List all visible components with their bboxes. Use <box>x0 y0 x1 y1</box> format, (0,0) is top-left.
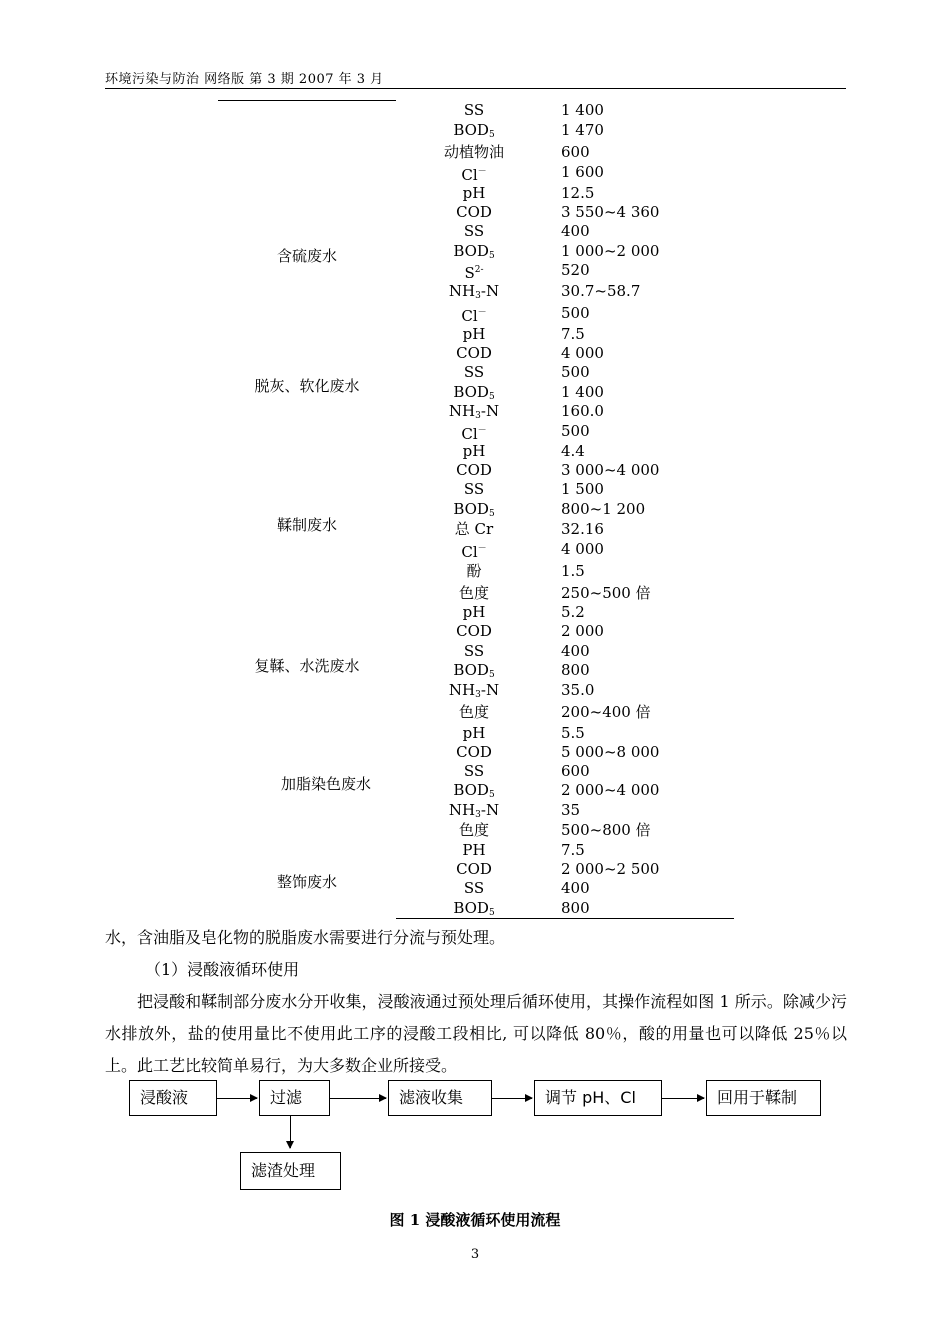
param-cell: COD <box>456 344 492 362</box>
param-cell: $NH_3-N$ <box>448 681 500 700</box>
flow-arrow <box>217 1098 257 1099</box>
page-number: 3 <box>470 1247 480 1262</box>
value-cell: 1 500 <box>561 480 604 498</box>
value-cell: 600 <box>561 143 590 161</box>
param-cell: COD <box>456 622 492 640</box>
param-cell: Cl－ <box>461 425 487 443</box>
category-tanning: 鞣制废水 <box>276 516 337 534</box>
param-cell: $BOD_5$ <box>453 500 495 519</box>
flow-box-reuse-tanning: 回用于鞣制 <box>706 1080 821 1116</box>
param-cell: pH <box>462 603 486 621</box>
value-cell: 2 000~4 000 <box>561 781 660 799</box>
param-cell: COD <box>456 203 492 221</box>
value-cell: 3 550~4 360 <box>561 203 660 221</box>
value-cell: 500 <box>561 363 590 381</box>
value-cell: 4 000 <box>561 540 604 558</box>
param-cell: COD <box>456 461 492 479</box>
param-cell: 色度 <box>458 703 489 721</box>
flow-box-filtrate-collection: 滤液收集 <box>388 1080 492 1116</box>
param-cell: 动植物油 <box>443 143 504 161</box>
value-cell: 35 <box>561 801 581 819</box>
flow-box-residue-treatment: 滤渣处理 <box>240 1152 341 1190</box>
value-cell: 160.0 <box>561 402 604 420</box>
flow-box-adjust-ph: 调节 pH、Cl <box>534 1080 662 1116</box>
value-cell: 5.5 <box>561 724 585 742</box>
value-cell: 600 <box>561 762 590 780</box>
param-cell: COD <box>456 743 492 761</box>
value-cell: 400 <box>561 222 590 240</box>
value-cell: 400 <box>561 642 590 660</box>
param-cell: $NH_3-N$ <box>448 801 500 820</box>
figure-caption: 图 1 浸酸液循环使用流程 <box>389 1211 561 1229</box>
param-cell: $BOD_5$ <box>453 661 495 680</box>
param-cell: pH <box>462 442 486 460</box>
value-cell: 250~500 倍 <box>561 584 651 602</box>
value-cell: 1.5 <box>561 562 585 580</box>
param-cell: $BOD_5$ <box>453 781 495 800</box>
value-cell: 4.4 <box>561 442 585 460</box>
param-cell: $S^{2-}$ <box>464 264 484 282</box>
param-cell: $BOD_5$ <box>453 242 495 261</box>
param-cell: $NH_3-N$ <box>448 402 500 421</box>
param-cell: $NH_3-N$ <box>448 282 500 301</box>
param-cell: pH <box>462 724 486 742</box>
param-cell: $BOD_5$ <box>453 121 495 140</box>
value-cell: 1 470 <box>561 121 604 139</box>
value-cell: 4 000 <box>561 344 604 362</box>
value-cell: 1 000~2 000 <box>561 242 660 260</box>
value-cell: 520 <box>561 261 590 279</box>
param-cell: pH <box>462 184 486 202</box>
param-cell: PH <box>462 841 486 859</box>
value-cell: 35.0 <box>561 681 595 699</box>
param-cell: SS <box>463 762 485 780</box>
value-cell: 200~400 倍 <box>561 703 651 721</box>
param-cell: SS <box>463 101 485 119</box>
section-heading: （1）浸酸液循环使用 <box>145 960 300 979</box>
value-cell: 500 <box>561 422 590 440</box>
flow-arrow <box>662 1098 704 1099</box>
value-cell: 5 000~8 000 <box>561 743 660 761</box>
value-cell: 500~800 倍 <box>561 821 651 839</box>
value-cell: 1 600 <box>561 163 604 181</box>
param-cell: SS <box>463 879 485 897</box>
param-cell: COD <box>456 860 492 878</box>
header-rule <box>105 88 846 89</box>
value-cell: 30.7~58.7 <box>561 282 641 300</box>
value-cell: 1 400 <box>561 101 604 119</box>
param-cell: 总 Cr <box>454 520 494 538</box>
paragraph-body: 把浸酸和鞣制部分废水分开收集，浸酸液通过预处理后循环使用，其操作流程如图 1 所示。除减少污水排放外，盐的使用量比不使用此工序的浸酸工段相比, 可以降低 80％，酸的用量也可以降低 25％以上。此工艺比较简单易行，为大多数企业所接受。 <box>105 992 847 1075</box>
value-cell: 5.2 <box>561 603 585 621</box>
flow-arrow <box>492 1098 532 1099</box>
table-rule-bottom <box>396 918 734 919</box>
value-cell: 3 000~4 000 <box>561 461 660 479</box>
value-cell: 800~1 200 <box>561 500 646 518</box>
param-cell: Cl－ <box>461 543 487 561</box>
category-retanning: 复鞣、水洗废水 <box>254 657 360 675</box>
flow-box-pickling-liquor: 浸酸液 <box>129 1080 217 1116</box>
value-cell: 32.16 <box>561 520 604 538</box>
value-cell: 7.5 <box>561 325 585 343</box>
table-rule-top <box>218 100 396 101</box>
value-cell: 12.5 <box>561 184 595 202</box>
value-cell: 2 000 <box>561 622 604 640</box>
param-cell: Cl－ <box>461 307 487 325</box>
flow-arrow-down <box>290 1116 291 1148</box>
param-cell: SS <box>463 222 485 240</box>
value-cell: 800 <box>561 899 590 917</box>
param-cell: pH <box>462 325 486 343</box>
param-cell: SS <box>463 363 485 381</box>
flow-box-filter: 过滤 <box>259 1080 330 1116</box>
value-cell: 500 <box>561 304 590 322</box>
param-cell: 酚 <box>466 562 482 580</box>
category-fatliquoring: 加脂染色废水 <box>280 775 371 793</box>
value-cell: 2 000~2 500 <box>561 860 660 878</box>
paragraph-continuation: 水，含油脂及皂化物的脱脂废水需要进行分流与预处理。 <box>105 928 506 947</box>
value-cell: 800 <box>561 661 590 679</box>
param-cell: 色度 <box>458 584 489 602</box>
running-header: 环境污染与防治 网络版 第 3 期 2007 年 3 月 <box>105 72 384 87</box>
param-cell: $BOD_5$ <box>453 383 495 402</box>
param-cell: $BOD_5$ <box>453 899 495 918</box>
param-cell: 色度 <box>458 821 489 839</box>
value-cell: 400 <box>561 879 590 897</box>
flow-arrow <box>330 1098 386 1099</box>
value-cell: 1 400 <box>561 383 604 401</box>
param-cell: SS <box>463 480 485 498</box>
param-cell: SS <box>463 642 485 660</box>
category-sulfur: 含硫废水 <box>276 247 337 265</box>
param-cell: Cl－ <box>461 166 487 184</box>
value-cell: 7.5 <box>561 841 585 859</box>
category-finishing: 整饰废水 <box>276 873 337 891</box>
category-deliming: 脱灰、软化废水 <box>254 377 360 395</box>
